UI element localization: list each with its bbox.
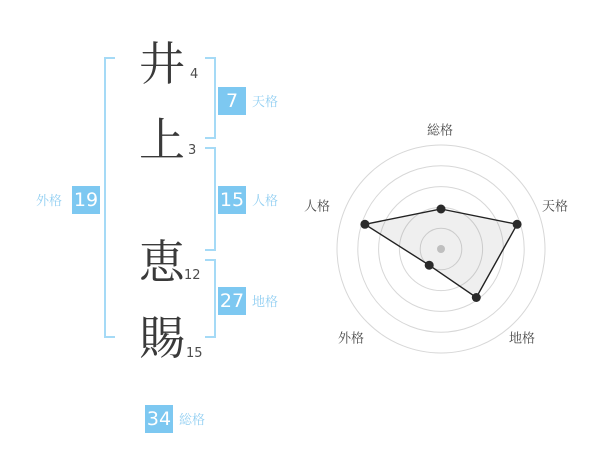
- name-char-2: 上: [139, 113, 185, 167]
- name-char-3: 恵: [139, 235, 185, 289]
- radar-axis-label-jinkaku: 人格: [303, 199, 331, 215]
- radar-axis-label-tenkaku: 天格: [541, 199, 569, 215]
- stroke-count-1: 4: [190, 67, 199, 82]
- jinkaku-value-box: 15: [218, 186, 246, 214]
- radar-axis-label-chikaku: 地格: [508, 331, 536, 347]
- radar-axis-label-soukaku: 総格: [426, 123, 454, 139]
- soukaku-label: 総格: [179, 413, 206, 428]
- stroke-count-3: 12: [184, 268, 201, 283]
- name-char-4: 賜: [139, 311, 185, 365]
- sotokaku-value-box: 19: [72, 186, 100, 214]
- sotokaku-label: 外格: [36, 194, 63, 209]
- radar-axis-label-sotokaku: 外格: [337, 331, 365, 347]
- tenkaku-value-box: 7: [218, 87, 246, 115]
- jinkaku-label: 人格: [252, 194, 279, 209]
- chikaku-value-box: 27: [218, 287, 246, 315]
- tenkaku-label: 天格: [252, 95, 279, 110]
- name-char-1: 井: [139, 37, 185, 91]
- chikaku-label: 地格: [252, 295, 279, 310]
- stroke-count-4: 15: [186, 346, 203, 361]
- soukaku-value-box: 34: [145, 405, 173, 433]
- stroke-count-2: 3: [188, 143, 197, 158]
